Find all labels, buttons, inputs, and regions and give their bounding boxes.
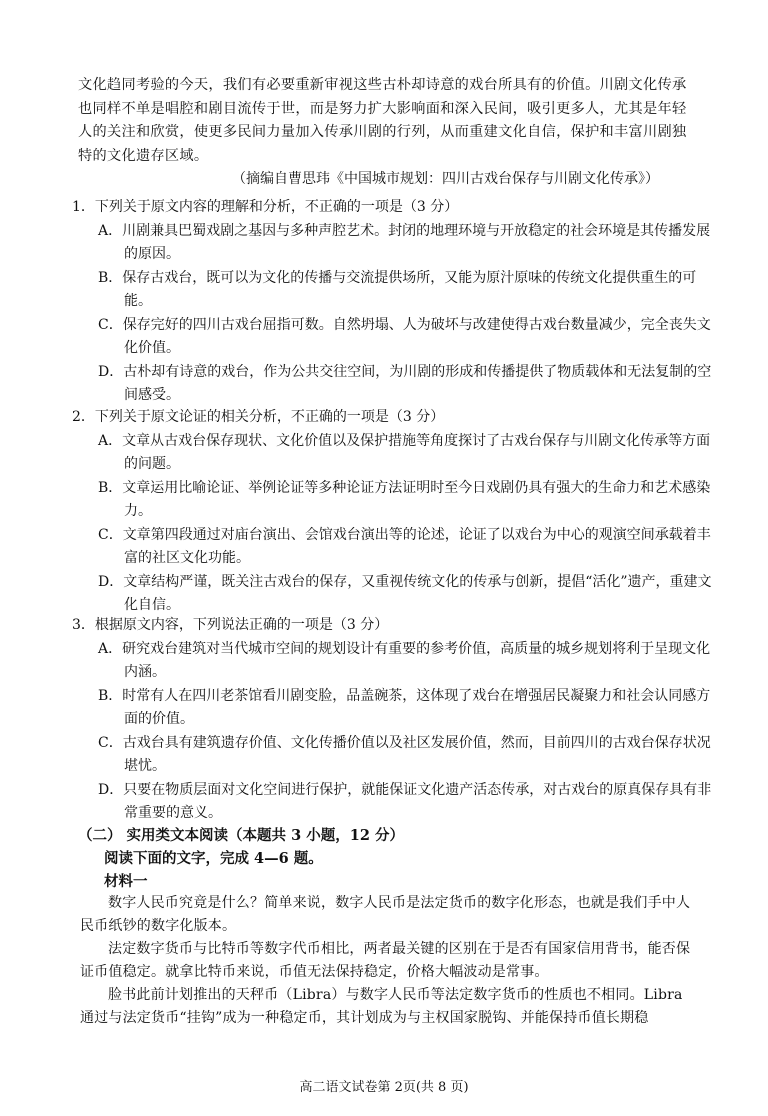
page-footer: 高二语文试卷第 2页(共 8 页)	[299, 1080, 469, 1095]
question-stem: 3．根据原文内容，下列说法正确的一项是（3 分）	[72, 617, 389, 633]
source-citation: （摘编自曹思玮《中国城市规划：四川古戏台保存与川剧文化传承》）	[232, 171, 659, 187]
option-a: A．研究戏台建筑对当代城市空间的规划设计有重要的参考价值，高质量的城乡规划将利于呈现文化内涵。	[98, 640, 711, 680]
section-title: （二） 实用类文本阅读（本题共 3 小题，12 分）	[78, 827, 404, 844]
material-body	[80, 892, 698, 1030]
option-a: A．文章从古戏台保存现状、文化价值以及保护措施等角度探讨了古戏台保存与川剧文化传承等方面的问题。	[98, 432, 711, 472]
material-title: 材料一	[104, 873, 148, 890]
question-stem: 1．下列关于原文内容的理解和分析，不正确的一项是（3 分）	[72, 199, 459, 215]
intro-paragraph: 文化趋同考验的今天，我们有必要重新审视这些古朴却诗意的戏台所具有的价值。川剧文化传承也同样不单是唱腔和剧目流传于世，而是努力扩大影响面和深入民间，吸引更多人，尤其是年轻人的关注和欣赏，使更多民间力量加入传承川剧的行列，从而重建文化自信，保护和丰富川剧独特的文化遗存区域。	[78, 77, 687, 164]
material-paragraph: 法定数字货币与比特币等数字代币相比，两者最关键的区别在于是否有国家信用背书，能否保证币值稳定。就拿比特币来说，币值无法保持稳定，价格大幅波动是常事。	[80, 941, 691, 980]
question-3	[72, 614, 712, 826]
option-c: C．古戏台具有建筑遗存价值、文化传播价值以及社区发展价值，然而，目前四川的古戏台保存状况堪忧。	[98, 734, 711, 774]
option-a: A．川剧兼具巴蜀戏剧之基因与多种声腔艺术。封闭的地理环境与开放稳定的社会环境是其传播发展的原因。	[98, 222, 711, 262]
option-b: B．保存古戏台，既可以为文化的传播与交流提供场所，又能为原汁原味的传统文化提供重生的可能。	[98, 269, 697, 309]
option-d: D．文章结构严谨，既关注古戏台的保存，又重视传统文化的传承与创新，提倡“活化”遗产，重建文化自信。	[98, 573, 712, 613]
option-d: D．只要在物质层面对文化空间进行保护，就能保证文化遗产活态传承，对古戏台的原真保存具有非常重要的意义。	[98, 781, 712, 821]
material-paragraph: 数字人民币究竟是什么？简单来说，数字人民币是法定货币的数字化形态，也就是我们手中人民币纸钞的数字化版本。	[80, 895, 691, 934]
option-d: D．古朴却有诗意的戏台，作为公共交往空间，为川剧的形成和传播提供了物质载体和无法复制的空间感受。	[98, 363, 712, 403]
material-paragraph: 脸书此前计划推出的天秤币（Libra）与数字人民币等法定数字货币的性质也不相同。Libra 通过与法定货币“挂钩”成为一种稳定币，其计划成为与主权国家脱钩、并能保持币值长期稳	[80, 987, 683, 1026]
option-b: B．时常有人在四川老茶馆看川剧变脸，品盖碗茶，这体现了戏台在增强居民凝聚力和社会认同感方面的价值。	[98, 687, 711, 727]
option-b: B．文章运用比喻论证、举例论证等多种论证方法证明时至今日戏剧仍具有强大的生命力和艺术感染力。	[98, 479, 711, 519]
question-stem: 2．下列关于原文论证的相关分析，不正确的一项是（3 分）	[72, 409, 445, 425]
question-1	[72, 196, 712, 408]
question-2	[72, 406, 712, 618]
option-c: C．文章第四段通过对庙台演出、会馆戏台演出等的论述，论证了以戏台为中心的观演空间承载着丰富的社区文化功能。	[98, 526, 711, 566]
instruction: 阅读下面的文字，完成 4—6 题。	[104, 850, 323, 867]
option-c: C．保存完好的四川古戏台屈指可数。自然坍塌、人为破坏与改建使得古戏台数量减少，完全丧失文化价值。	[98, 316, 711, 356]
